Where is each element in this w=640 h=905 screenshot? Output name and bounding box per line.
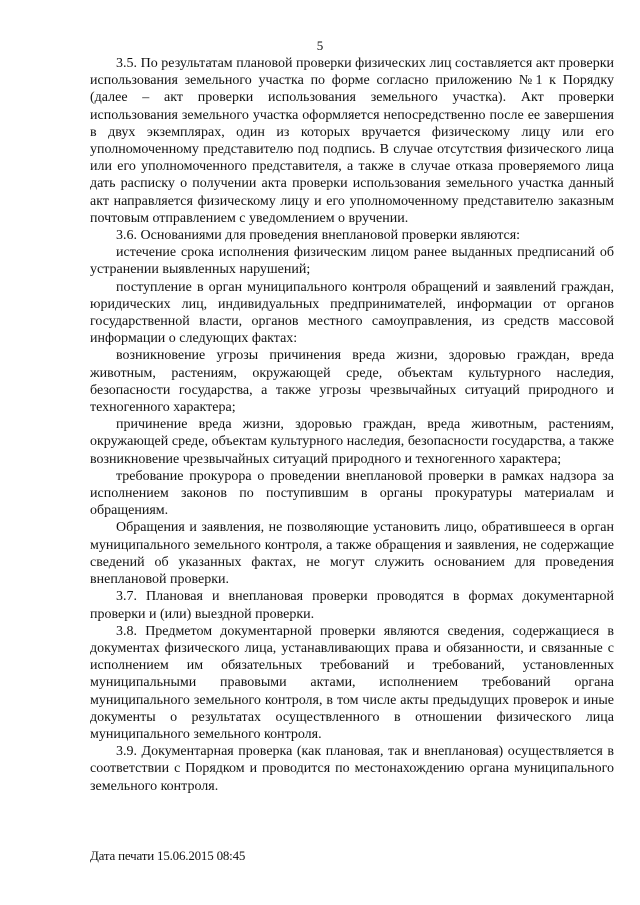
page-number: 5 (316, 38, 324, 53)
paragraph-3-6: 3.6. Основаниями для проведения внеплановой проверки являются: (116, 228, 521, 244)
paragraph-3-8: 3.8. Предметом документарной проверки являются сведения, содержащиеся в документах физического лица, устанавливающих права и обязанности, и связанные с исполнением им обязательных требований и требований, установленных муниципальными правовыми актами, исполнением требований органа муниципального земельного контроля, в том числе акты предыдущих проверок и иные документы о результатах осуществленного в отношении физического лица муниципального земельного контроля. (90, 623, 614, 742)
paragraph-threat-of-harm: возникновение угрозы причинения вреда жизни, здоровью граждан, вреда животным, растениям, окружающей среде, объектам культурного наследия, безопасности государства, а также угрозы чрезвычайных ситуаций природного и техногенного характера; (90, 348, 614, 416)
paragraph-anonymous-appeals: Обращения и заявления, не позволяющие установить лицо, обратившееся в орган муниципального земельного контроля, а также обращения и заявления, не содержащие сведений об указанных фактах, не могут служить основанием для проведения внеплановой проверки. (90, 520, 614, 588)
paragraph-3-5: 3.5. По результатам плановой проверки физических лиц составляется акт проверки использования земельного участка по форме согласно приложению №1 к Порядку (далее – акт проверки использования земельного участка). Акт проверки использования земельного участка оформляется непосредственно после ее завершения в двух экземплярах, один из которых вручается физическому лицу или его уполномоченному представителю под подпись. В случае отсутствия физического лица или его уполномоченного представителя, а также в случае отказа проверяемого лица дать расписку о получении акта проверки использования земельного участка данный акт направляется физическому лицу и его уполномоченному представителю заказным почтовым отправлением с уведомлением о вручении. (90, 56, 614, 226)
paragraph-incoming-appeals: поступление в орган муниципального контроля обращений и заявлений граждан, юридических лиц, индивидуальных предпринимателей, информации от органов государственной власти, органов местного самоуправления, из средств массовой информации о следующих фактах: (90, 279, 614, 347)
print-date: Дата печати 15.06.2015 08:45 (90, 848, 246, 863)
document-body (90, 55, 614, 795)
paragraph-prosecutor-demand: требование прокурора о проведении внеплановой проверки в рамках надзора за исполнением законов по поступившим в органы прокуратуры материалам и обращениям. (90, 468, 614, 519)
paragraph-harm-caused: причинение вреда жизни, здоровью граждан, вреда животным, растениям, окружающей среде, объектам культурного наследия, безопасности государства, а также возникновение чрезвычайных ситуаций природного и техногенного характера; (90, 417, 614, 467)
paragraph-expired-orders: истечение срока исполнения физическим лицом ранее выданных предписаний об устранении выявленных нарушений; (90, 245, 614, 278)
paragraph-3-9: 3.9. Документарная проверка (как плановая, так и внеплановая) осуществляется в соответствии с Порядком и проводится по местонахождению органа муниципального земельного контроля. (90, 744, 614, 794)
paragraph-3-7: 3.7. Плановая и внеплановая проверки проводятся в формах документарной проверки и (или) выездной проверки. (90, 589, 614, 622)
